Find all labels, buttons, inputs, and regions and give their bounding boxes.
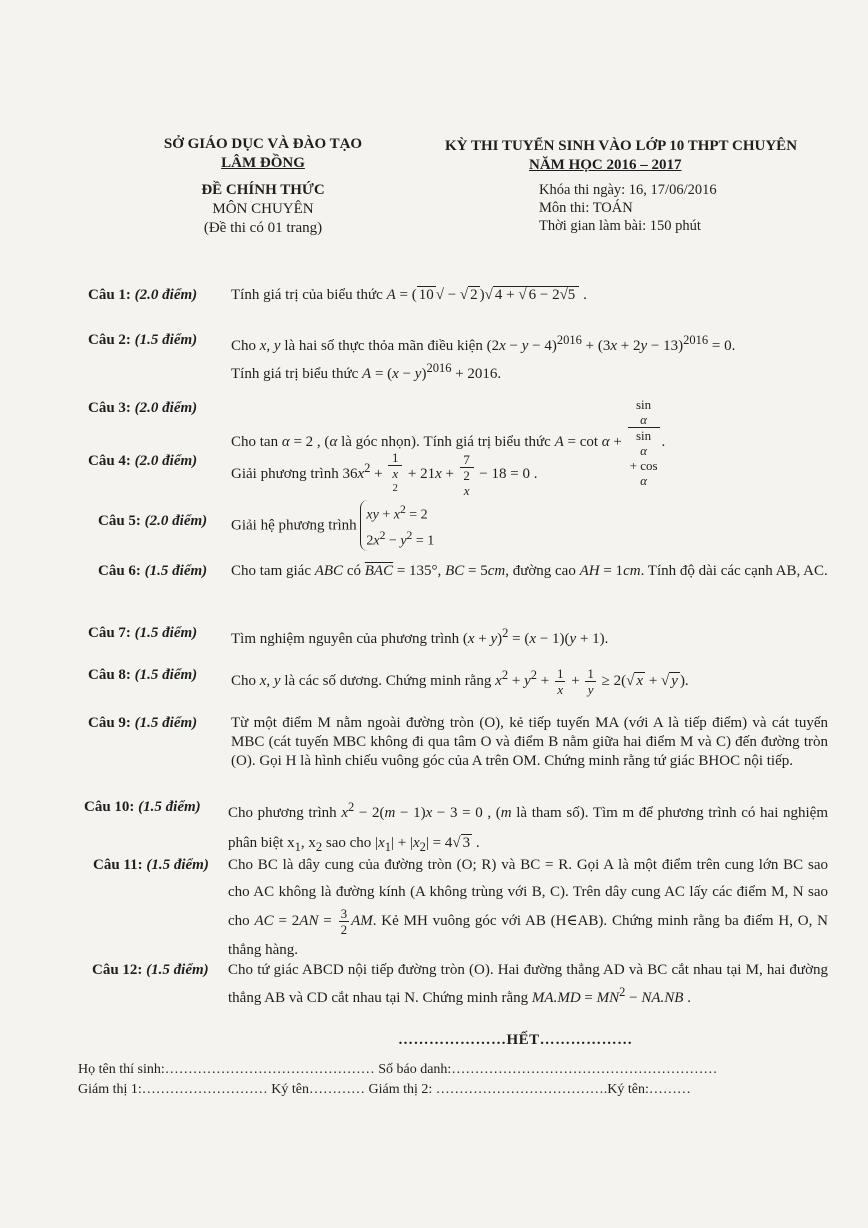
proctor-info-line: Giám thị 1:……………………… Ký tên………… Giám thị 2: ……………………………….Ký tên:………: [78, 1082, 691, 1097]
page-count-note: (Đề thi có 01 trang): [203, 220, 323, 236]
question-4: Câu 4: (2.0 điểm) Giải phương trình $36x^2$ + 1 x $^2$ + 21x + 7 2 x − 18 = 0 .: [88, 450, 538, 498]
question-8: Câu 8: (1.5 điểm) Cho x, y là các số dương. Chứng minh rằng $x^2 + y^2$ + $\frac{1}{x}$ + $\frac{1}{y}$ ≥ 2(√ x + √ y ).: [88, 666, 689, 698]
question-6: Câu 6: (1.5 điểm) Cho tam giác ABC có $\overline{BAC} = 135^\circ$, BC = 5cm, đường cao AH = 1cm. Tính độ dài các cạnh AB, AC.: [98, 563, 828, 579]
exam-subject: Môn thi: TOÁN: [539, 200, 633, 216]
exam-title: KỲ THI TUYỂN SINH VÀO LỚP 10 THPT CHUYÊN: [445, 138, 798, 154]
question-7: Câu 7: (1.5 điểm) Tìm nghiệm nguyên của phương trình $(x + y)^2 = (x - 1)(y + 1)$.: [88, 625, 609, 647]
school-year: NĂM HỌC 2016 – 2017: [529, 157, 682, 173]
department-name: SỞ GIÁO DỤC VÀ ĐÀO TẠO: [163, 136, 363, 152]
subject-type: MÔN CHUYÊN: [212, 201, 314, 217]
question-text: Tính giá trị của biểu thức: [231, 287, 383, 303]
question-2: Câu 2: (1.5 điểm) Cho x, y là hai số thực thỏa mãn điều kiện $(2x - y - 4)^{2016} + (3x + 2y - 13)^{2016} = 0$. Tính giá trị biểu thức $A = (x - y)^{2016} + 2016$.: [88, 332, 736, 382]
province-name: LÂM ĐỒNG: [221, 155, 305, 171]
question-9: Câu 9: (1.5 điểm) Từ một điểm M nằm ngoài đường tròn (O), kẻ tiếp tuyến MA (với A là tiếp điểm) và cát tuyến MBC (cát tuyến MBC không đi qua tâm O và điểm B nằm giữa hai điểm M và C) đến đường tròn (O). Gọi H là hình chiếu vuông góc của A trên OM. Chứng minh rằng tứ giác BHOC nội tiếp.: [88, 715, 828, 769]
end-marker: …………………HẾT………………: [398, 1032, 633, 1048]
official-label: ĐỀ CHÍNH THỨC: [201, 182, 325, 198]
question-points: (2.0 điểm): [134, 287, 198, 303]
exam-header: [445, 137, 835, 235]
question-11: Câu 11: (1.5 điểm) Cho BC là dây cung của đường tròn (O; R) và BC = R. Gọi A là một điểm trên cung lớn BC sao cho AC không là đường kính (A không trùng với B, C). Trên dây cung AC lấy các điểm M, N sao cho AC = 2AN = $\frac{3}{2}$ AM. Kẻ MH vuông góc với AB (H∈AB). Chứng minh rằng ba điểm H, O, N thẳng hàng.: [93, 857, 829, 958]
question-10: Câu 10: (1.5 điểm) Cho phương trình $x^2 - 2(m - 1)x - 3 = 0$ , (m là tham số). Tìm m để phương trình có hai nghiệm phân biệt $x_1$, $x_2$ sao cho $|x_1| + |x_2| = 4√$ 3 .: [84, 799, 828, 854]
exam-duration: Thời gian làm bài: 150 phút: [539, 218, 701, 234]
exam-date: Khóa thi ngày: 16, 17/06/2016: [539, 182, 717, 198]
question-label: Câu 1:: [88, 287, 131, 303]
candidate-info-line: Họ tên thí sinh:……………………………………… Số báo danh:…………………………………………………: [78, 1062, 718, 1077]
question-12: Câu 12: (1.5 điểm) Cho tứ giác ABCD nội tiếp đường tròn (O). Hai đường thẳng AD và BC cắt nhau tại M, hai đường thẳng AB và CD cắt nhau tại N. Chứng minh rằng $MA.MD = MN^2 - NA.NB$ .: [92, 962, 828, 1006]
department-header: [118, 135, 408, 238]
question-5: Câu 5: (2.0 điểm) Giải hệ phương trình xy + $x^2 = 2$ $2x^2 - y^2 = 1$: [88, 500, 828, 551]
question-3: Câu 3: (2.0 điểm) Cho tan α = 2 , (α là góc nhọn). Tính giá trị biểu thức A = cot α + sin α sin α + cos α .: [88, 397, 666, 488]
question-1: Câu 1: (2.0 điểm) Tính giá trị của biểu thức A = ( 10 √ − √ 2 )√ 4 + √ 6 − 2√5 .: [88, 287, 587, 303]
